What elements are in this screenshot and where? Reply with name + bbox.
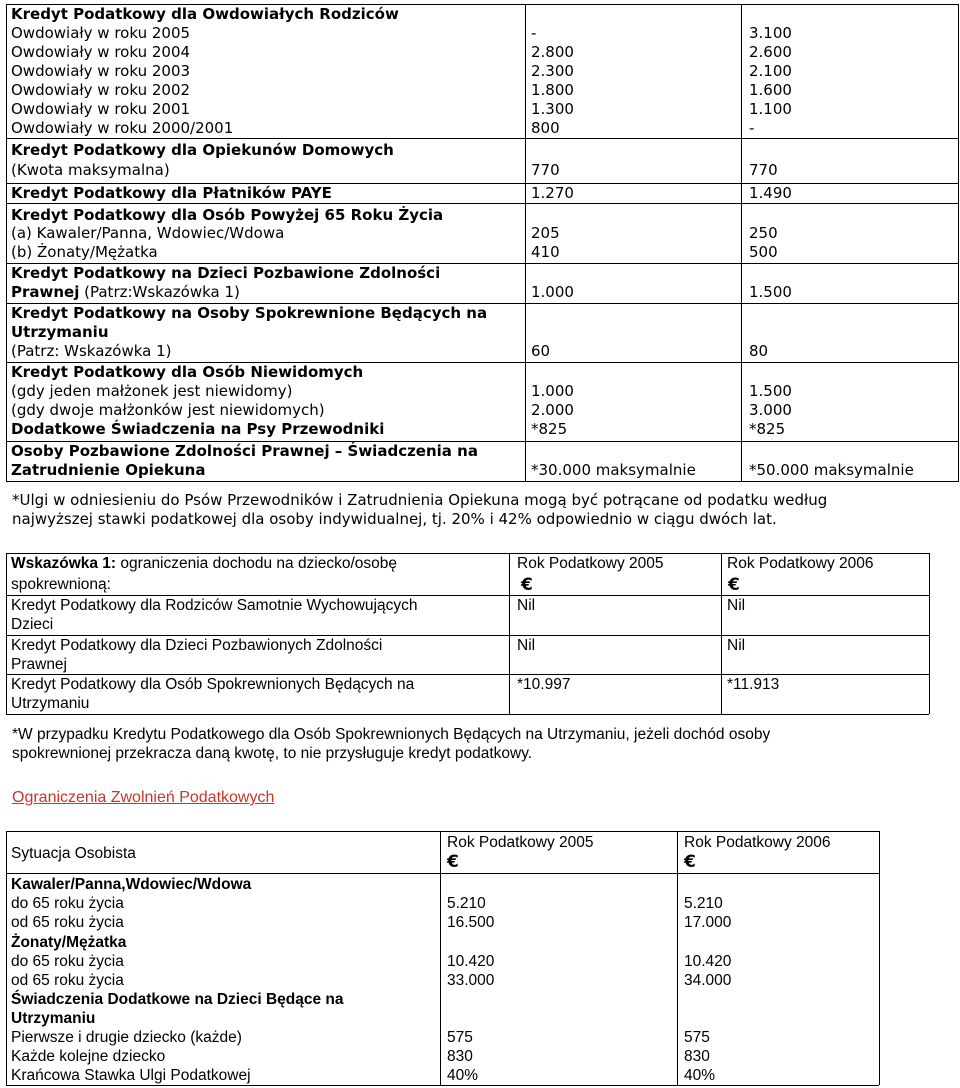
blind-title: Kredyt Podatkowy dla Osób Niewidomych: [11, 363, 364, 381]
married-over65-label: od 65 roku życia: [11, 972, 124, 989]
guide-dog-2005: *825: [531, 420, 568, 438]
limit-row-2006: *11.913: [727, 676, 780, 693]
widowed-value-2005: 2.300: [531, 62, 574, 80]
footnote-relief-line2: najwyższej stawki podatkowej dla osoby indywidualnej, tj. 20% i 42% odpowiednio w ciągu dwóch lat.: [12, 510, 777, 528]
incapacitated-child-title-line2: [11, 283, 240, 301]
hint-bold: Wskazówka 1:: [11, 555, 117, 572]
limit-row-2006: Nil: [727, 597, 746, 614]
footnote-dependent-line2: spokrewnionej przekracza daną kwotę, to nie przysługuje kredyt podatkowy.: [12, 745, 533, 762]
child-first-second-2006: 575: [684, 1029, 710, 1046]
widowed-row-label: Owdowiały w roku 2002: [11, 81, 191, 99]
blind-both-2006: 3.000: [749, 401, 792, 419]
footnote-relief: *Ulgi w odniesieniu do Psów Przewodników i Zatrudnienia Opiekuna mogą być potrącane od podatku według: [12, 491, 828, 509]
widowed-value-2005: 1.800: [531, 81, 574, 99]
single-under65-2005: 5.210: [447, 895, 486, 912]
married-over65-2005: 33.000: [447, 972, 495, 989]
incapacitated-child-title: Kredyt Podatkowy na Dzieci Pozbawione Zdolności: [11, 264, 441, 282]
single-under65-2006: 5.210: [684, 895, 723, 912]
married-over65-2006: 34.000: [684, 972, 732, 989]
age65-married-2006: 500: [749, 243, 778, 261]
widowed-row-label: Owdowiały w roku 2000/2001: [11, 119, 234, 137]
age65-title: Kredyt Podatkowy dla Osób Powyżej 65 Roku Życia: [11, 206, 444, 224]
carer-employment-title-line2: Zatrudnienie Opiekuna: [11, 461, 206, 479]
dependent-relative-2006: 80: [749, 342, 769, 360]
widowed-row-label: Owdowiały w roku 2005: [11, 24, 191, 42]
widowed-value-2006: 1.600: [749, 81, 792, 99]
limit-row-label-line2: Dzieci: [11, 616, 54, 633]
guide-dog-label: Dodatkowe Świadczenia na Psy Przewodniki: [11, 420, 385, 438]
widowed-value-2005: 2.800: [531, 43, 574, 61]
limit-row-label: Kredyt Podatkowy dla Rodziców Samotnie Wychowujących: [11, 597, 418, 614]
limit-row-label: Kredyt Podatkowy dla Dzieci Pozbawionych Zdolności: [11, 637, 383, 654]
carer-employment-2005: *30.000 maksymalnie: [531, 461, 696, 479]
paye-value-2005: 1.270: [531, 184, 574, 202]
widowed-row-label: Owdowiały w roku 2003: [11, 62, 191, 80]
carer-employment-title: Osoby Pozbawione Zdolności Prawnej – Świadczenia na: [11, 442, 478, 460]
marginal-rate-2005: 40%: [447, 1067, 479, 1084]
limit-row-2005: Nil: [517, 597, 536, 614]
home-carer-subtitle: (Kwota maksymalna): [11, 161, 170, 179]
age65-married-2005: 410: [531, 243, 560, 261]
widowed-value-2006: 1.100: [749, 100, 792, 118]
carer-employment-2006: *50.000 maksymalnie: [749, 461, 914, 479]
marginal-rate-label: Krańcowa Stawka Ulgi Podatkowej: [11, 1067, 251, 1084]
widowed-value-2005: -: [531, 24, 537, 42]
euro-icon: €: [728, 575, 740, 595]
widowed-value-2006: 2.100: [749, 62, 792, 80]
age65-married-label: (b) Żonaty/Mężatka: [11, 243, 158, 261]
dependent-relative-2005: 60: [531, 342, 551, 360]
col-header-2005: Rok Podatkowy 2005: [517, 555, 664, 572]
blind-one-label: (gdy jeden małżonek jest niewidomy): [11, 382, 293, 400]
col-header-2005: Rok Podatkowy 2005: [447, 834, 594, 851]
widowed-section-title: Kredyt Podatkowy dla Owdowiałych Rodziców: [11, 5, 399, 23]
home-carer-value-2005: 770: [531, 161, 560, 179]
single-under65-label: do 65 roku życia: [11, 895, 124, 912]
dependent-relative-title: Kredyt Podatkowy na Osoby Spokrewnione Będących na: [11, 304, 488, 322]
footnote-dependent: *W przypadku Kredytu Podatkowego dla Osób Spokrewnionych Będących na Utrzymaniu, jeżeli dochód osoby: [12, 726, 771, 743]
child-next-label: Każde kolejne dziecko: [11, 1048, 166, 1065]
hint-text: ograniczenia dochodu na dziecko/osobę: [116, 555, 398, 572]
blind-one-2006: 1.500: [749, 382, 792, 400]
widowed-value-2006: 2.600: [749, 43, 792, 61]
paye-value-2006: 1.490: [749, 184, 792, 202]
euro-icon: €: [521, 575, 533, 595]
widowed-row-label: Owdowiały w roku 2001: [11, 100, 191, 118]
child-next-2005: 830: [447, 1048, 473, 1065]
limit-row-label-line2: Utrzymaniu: [11, 695, 90, 712]
single-over65-2006: 17.000: [684, 914, 732, 931]
blind-both-2005: 2.000: [531, 401, 574, 419]
age65-single-2005: 205: [531, 224, 560, 242]
widowed-row-label: Owdowiały w roku 2004: [11, 43, 191, 61]
child-next-2006: 830: [684, 1048, 710, 1065]
euro-icon: €: [447, 852, 459, 872]
age65-single-2006: 250: [749, 224, 778, 242]
child-first-second-2005: 575: [447, 1029, 473, 1046]
single-title: Kawaler/Panna,Wdowiec/Wdowa: [11, 876, 252, 893]
child-benefit-title: Świadczenia Dodatkowe na Dzieci Będące na: [11, 991, 344, 1008]
single-over65-label: od 65 roku życia: [11, 914, 124, 931]
situation-header: Sytuacja Osobista: [11, 845, 136, 862]
blind-one-2005: 1.000: [531, 382, 574, 400]
section-title: Ograniczenia Zwolnień Podatkowych: [12, 789, 275, 806]
limit-row-label-line2: Prawnej: [11, 656, 67, 673]
child-first-second-label: Pierwsze i drugie dziecko (każde): [11, 1029, 242, 1046]
col-header-2006: Rok Podatkowy 2006: [727, 555, 874, 572]
married-under65-2006: 10.420: [684, 953, 732, 970]
widowed-value-2005: 800: [531, 119, 560, 137]
child-benefit-title-line2: Utrzymaniu: [11, 1010, 96, 1027]
hint-label: [11, 555, 397, 573]
limit-row-2006: Nil: [727, 637, 746, 654]
limit-row-2005: Nil: [517, 637, 536, 654]
hint-label-line2: spokrewnioną:: [11, 576, 111, 593]
incapacitated-child-2005: 1.000: [531, 283, 574, 301]
married-under65-label: do 65 roku życia: [11, 953, 124, 970]
euro-icon: €: [684, 852, 696, 872]
limit-row-2005: *10.997: [517, 676, 571, 693]
married-under65-2005: 10.420: [447, 953, 495, 970]
dependent-relative-title-line2: Utrzymaniu: [11, 323, 109, 341]
married-title: Żonaty/Mężatka: [11, 934, 127, 951]
incapacitated-child-title-word: Prawnej: [11, 283, 80, 301]
home-carer-title: Kredyt Podatkowy dla Opiekunów Domowych: [11, 141, 394, 159]
home-carer-value-2006: 770: [749, 161, 778, 179]
blind-both-label: (gdy dwoje małżonków jest niewidomych): [11, 401, 325, 419]
limit-row-label: Kredyt Podatkowy dla Osób Spokrewnionych Będących na: [11, 676, 415, 693]
paye-label: Kredyt Podatkowy dla Płatników PAYE: [11, 184, 332, 202]
single-over65-2005: 16.500: [447, 914, 495, 931]
guide-dog-2006: *825: [749, 420, 786, 438]
marginal-rate-2006: 40%: [684, 1067, 716, 1084]
age65-single-label: (a) Kawaler/Panna, Wdowiec/Wdowa: [11, 224, 285, 242]
incapacitated-child-2006: 1.500: [749, 283, 792, 301]
widowed-value-2006: -: [749, 119, 755, 137]
widowed-value-2006: 3.100: [749, 24, 792, 42]
col-header-2006: Rok Podatkowy 2006: [684, 834, 831, 851]
dependent-relative-note: (Patrz: Wskazówka 1): [11, 342, 172, 360]
widowed-value-2005: 1.300: [531, 100, 574, 118]
incapacitated-child-note: (Patrz:Wskazówka 1): [79, 283, 240, 301]
